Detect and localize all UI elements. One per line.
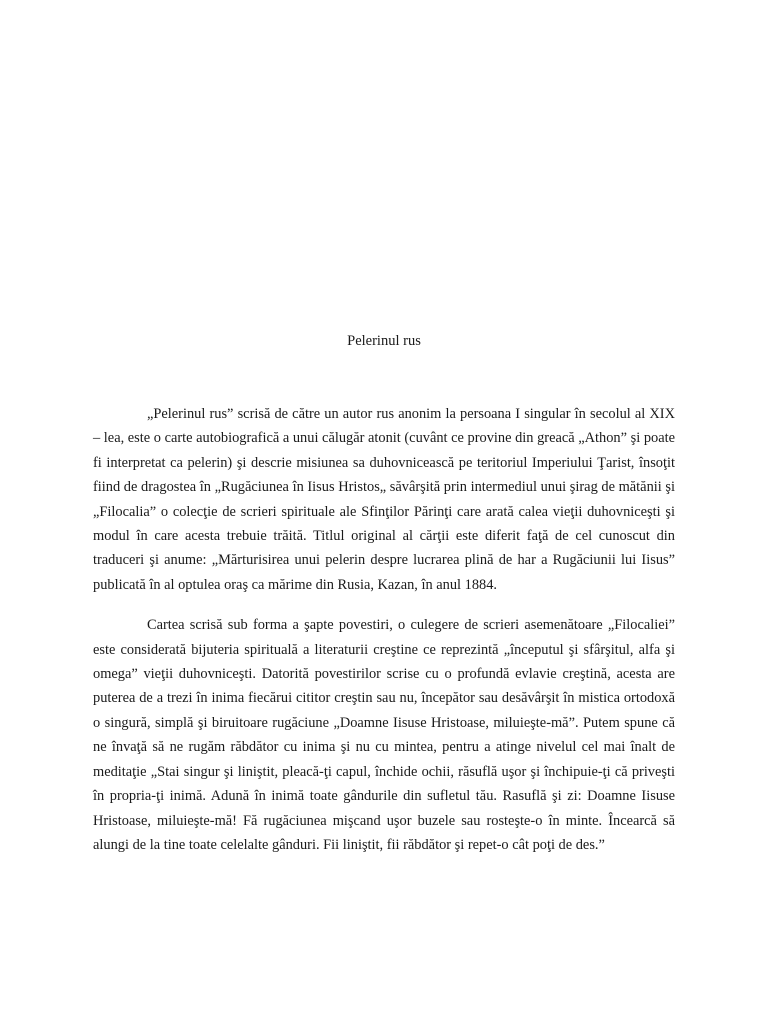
- paragraph: „Pelerinul rus” scrisă de către un autor rus anonim la persoana I singular în secolul al XIX – lea, este o carte autobiografică a unui călugăr atonit (cuvânt ce provine din greacă „Athon” şi poate fi interpretat ca pelerin) şi descrie misiunea sa duhovnicească pe teritoriul Imperiului Ţarist, însoţit fiind de dragostea în „Rugăciunea în Iisus Hristos„ săvârşită prin intermediul unui şirag de mătănii şi „Filocalia” o colecţie de scrieri spirituale ale Sfinţilor Părinţi care arată calea vieţii duhovniceşti şi modul în care acesta trebuie trăită. Titlul original al cărţii este diferit faţă de cel cunoscut din traduceri şi anume: „Mărturisirea unui pelerin despre lucrarea plină de har a Rugăciunii lui Iisus” publicată în al optulea oraş ca mărime din Rusia, Kazan, în anul 1884.: [93, 406, 675, 593]
- paragraph: Cartea scrisă sub forma a şapte povestiri, o culegere de scrieri asemenătoare „Filocaliei” este considerată bijuteria spirituală a literaturii creştine ce reprezintă „începutul şi sfârşitul, alfa şi omega” vieţii duhovniceşti. Datorită povestirilor scrise cu o profundă evlavie creştină, acesta are puterea de a trezi în inima fiecărui cititor creştin sau nu, începător sau desăvârşit în mistica ortodoxă o singură, simplă şi biruitoare rugăciune „Doamne Iisuse Hristoase, miluieşte-mă”. Putem spune că ne învaţă să ne rugăm răbdător cu inima şi nu cu mintea, pentru a atinge nivelul cel mai înalt de meditaţie „Stai singur şi liniştit, pleacă-ţi capul, închide ochii, răsuflă uşor şi închipuie-ţi că priveşti în propria-ţi inimă. Adună în inimă toate gândurile din sufletul tău. Rasuflă şi zi: Doamne Iisuse Hristoase, miluieşte-mă! Fă rugăciunea mişcand uşor buzele sau rosteşte-o în minte. Încearcă să alungi de la tine toate celelalte gânduri. Fii liniştit, fii răbdător şi repet-o cât poţi de des.”: [93, 617, 675, 853]
- document-body: [93, 402, 675, 857]
- document-title: Pelerinul rus: [347, 333, 421, 349]
